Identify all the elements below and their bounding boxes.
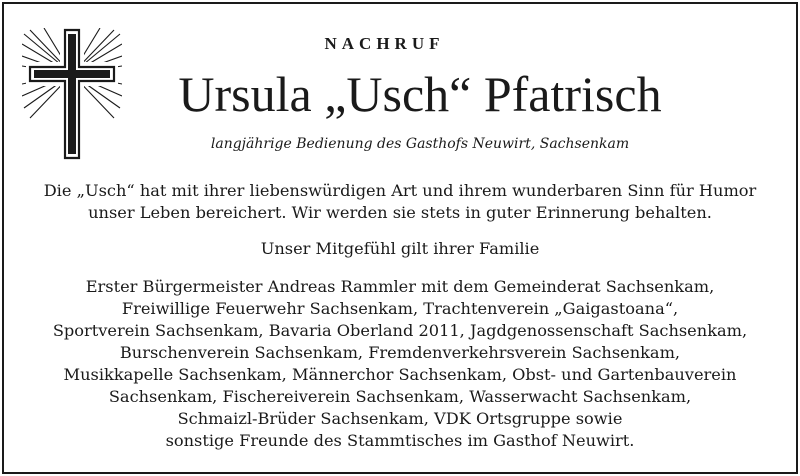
tribute-line: unser Leben bereichert. Wir werden sie stets in guter Erinnerung behalten. [88,203,712,222]
mourner-line: Musikkapelle Sachsenkam, Männerchor Sachsenkam, Obst- und Gartenbauverein [63,365,737,384]
notice-heading: NACHRUF [324,34,445,53]
sympathy-line: Unser Mitgefühl gilt ihrer Familie [260,239,540,258]
deceased-description: langjährige Bedienung des Gasthofs Neuwirt, Sachsenkam [210,136,630,152]
tribute-text [20,180,780,224]
deceased-name: Ursula „Usch“ Pfatrisch [178,66,662,122]
mourner-line: Freiwillige Feuerwehr Sachsenkam, Trachtenverein „Gaigastoana“, [121,299,679,318]
radiant-cross-icon [22,28,122,160]
mourner-line: sonstige Freunde des Stammtisches im Gasthof Neuwirt. [165,431,635,450]
mourner-line: Erster Bürgermeister Andreas Rammler mit dem Gemeinderat Sachsenkam, [85,277,715,296]
mourner-line: Burschenverein Sachsenkam, Fremdenverkehrsverein Sachsenkam, [119,343,681,362]
tribute-line: Die „Usch“ hat mit ihrer liebenswürdigen Art und ihrem wunderbaren Sinn für Humor [43,181,757,200]
mourner-line: Schmaizl-Brüder Sachsenkam, VDK Ortsgruppe sowie [177,409,623,428]
mourner-line: Sportverein Sachsenkam, Bavaria Oberland 2011, Jagdgenossenschaft Sachsenkam, [52,321,748,340]
mourner-line: Sachsenkam, Fischereiverein Sachsenkam, Wasserwacht Sachsenkam, [108,387,692,406]
mourners-list [20,276,780,452]
